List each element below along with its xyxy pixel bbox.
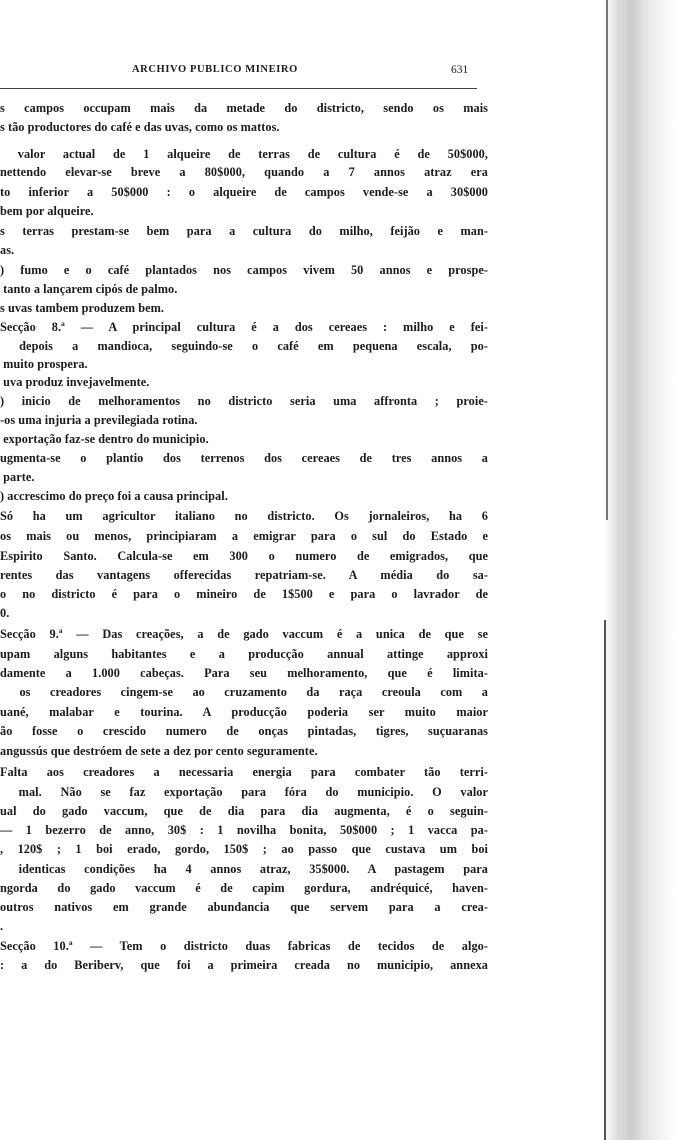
book-binding-edge bbox=[603, 0, 675, 1140]
text-line: s campos occupam mais da metade do districto, sendo os mais bbox=[0, 101, 488, 115]
text-line: bem por alqueire. bbox=[0, 204, 94, 218]
text-line: ugmenta-se o plantio dos terrenos dos cereaes de tres annos a bbox=[0, 451, 488, 465]
text-line: uané, malabar e tourina. A producção poderia ser muito maior bbox=[0, 705, 488, 719]
text-line: Secção 8.ª — A principal cultura é a dos cereaes : milho e fei- bbox=[0, 320, 488, 334]
text-line: ual do gado vaccum, que de dia para dia augmenta, é o seguin- bbox=[0, 804, 488, 818]
header-title: ARCHIVO PUBLICO MINEIRO bbox=[132, 64, 298, 75]
text-line: Só ha um agricultor italiano no districto. Os jornaleiros, ha 6 bbox=[0, 509, 488, 523]
text-line: ) inicio de melhoramentos no districto seria uma affronta ; proie- bbox=[0, 394, 488, 408]
text-line: . bbox=[0, 919, 4, 933]
text-line: uva produz invejavelmente. bbox=[0, 375, 150, 389]
text-line: upam alguns habitantes e a producção annual attinge approxi bbox=[0, 647, 488, 661]
text-line: ) accrescimo do preço foi a causa principal. bbox=[0, 489, 228, 503]
running-header bbox=[0, 64, 480, 80]
text-line: , 120$ ; 1 boi erado, gordo, 150$ ; ao passo que custava um boi bbox=[0, 842, 488, 856]
text-line: to inferior a 50$000 : o alqueire de campos vende-se a 30$000 bbox=[0, 185, 488, 199]
text-line: muito prospera. bbox=[0, 357, 88, 371]
text-line: damente a 1.000 cabeças. Para seu melhoramento, que é limita- bbox=[0, 666, 488, 680]
text-line: exportação faz-se dentro do municipio. bbox=[0, 432, 209, 446]
text-line: os creadores cingem-se ao cruzamento da raça creoula com a bbox=[0, 685, 488, 699]
text-line: ngorda do gado vaccum é de capim gordura, andréquicé, haven- bbox=[0, 881, 488, 895]
text-line: Secção 9.ª — Das creações, a de gado vaccum é a unica de que se bbox=[0, 627, 488, 641]
text-line: s tão productores do café e das uvas, como os mattos. bbox=[0, 120, 280, 134]
page-edge-line bbox=[604, 620, 606, 1140]
text-line: Secção 10.ª — Tem o districto duas fabricas de tecidos de algo- bbox=[0, 939, 488, 953]
text-line: ão fosse o crescido numero de onças pintadas, tigres, suçuaranas bbox=[0, 724, 488, 738]
text-line: -os uma injuria a previlegiada rotina. bbox=[0, 413, 198, 427]
text-line: Falta aos creadores a necessaria energia para combater tão terri- bbox=[0, 765, 488, 779]
text-line: outros nativos em grande abundancia que servem para a crea- bbox=[0, 900, 488, 914]
text-line: angussús que destróem de sete a dez por cento seguramente. bbox=[0, 744, 318, 758]
text-line: ) fumo e o café plantados nos campos vivem 50 annos e prospe- bbox=[0, 263, 488, 277]
text-line: tanto a lançarem cipós de palmo. bbox=[0, 282, 178, 296]
text-line: parte. bbox=[0, 470, 35, 484]
text-line: : a do Beriberv, que foi a primeira creada no municipio, annexa bbox=[0, 958, 488, 972]
text-line: valor actual de 1 alqueire de terras de cultura é de 50$000, bbox=[0, 147, 488, 161]
text-line: s uvas tambem produzem bem. bbox=[0, 301, 165, 315]
text-line: os mais ou menos, principiaram a emigrar para o sul do Estado e bbox=[0, 529, 488, 543]
text-line: identicas condições ha 4 annos atraz, 35$000. A pastagem para bbox=[0, 862, 488, 876]
text-line: as. bbox=[0, 243, 15, 257]
text-line: depois a mandioca, seguindo-se o café em pequena escala, po- bbox=[0, 339, 488, 353]
page-number: 631 bbox=[451, 64, 469, 76]
text-line: — 1 bezerro de anno, 30$ : 1 novilha bonita, 50$000 ; 1 vacca pa- bbox=[0, 823, 488, 837]
header-rule bbox=[0, 88, 477, 89]
text-line: Espirito Santo. Calcula-se em 300 o numero de emigrados, que bbox=[0, 549, 488, 563]
page-edge-line bbox=[606, 0, 608, 520]
text-line: rentes das vantagens offerecidas repatriam-se. A média do sa- bbox=[0, 568, 488, 582]
text-line: s terras prestam-se bem para a cultura do milho, feijão e man- bbox=[0, 224, 488, 238]
text-line: 0. bbox=[0, 606, 10, 620]
text-line: nettendo elevar-se breve a 80$000, quando a 7 annos atraz era bbox=[0, 165, 488, 179]
text-line: mal. Não se faz exportação para fóra do municipio. O valor bbox=[0, 785, 488, 799]
text-line: o no districto é para o mineiro de 1$500 e para o lavrador de bbox=[0, 587, 488, 601]
